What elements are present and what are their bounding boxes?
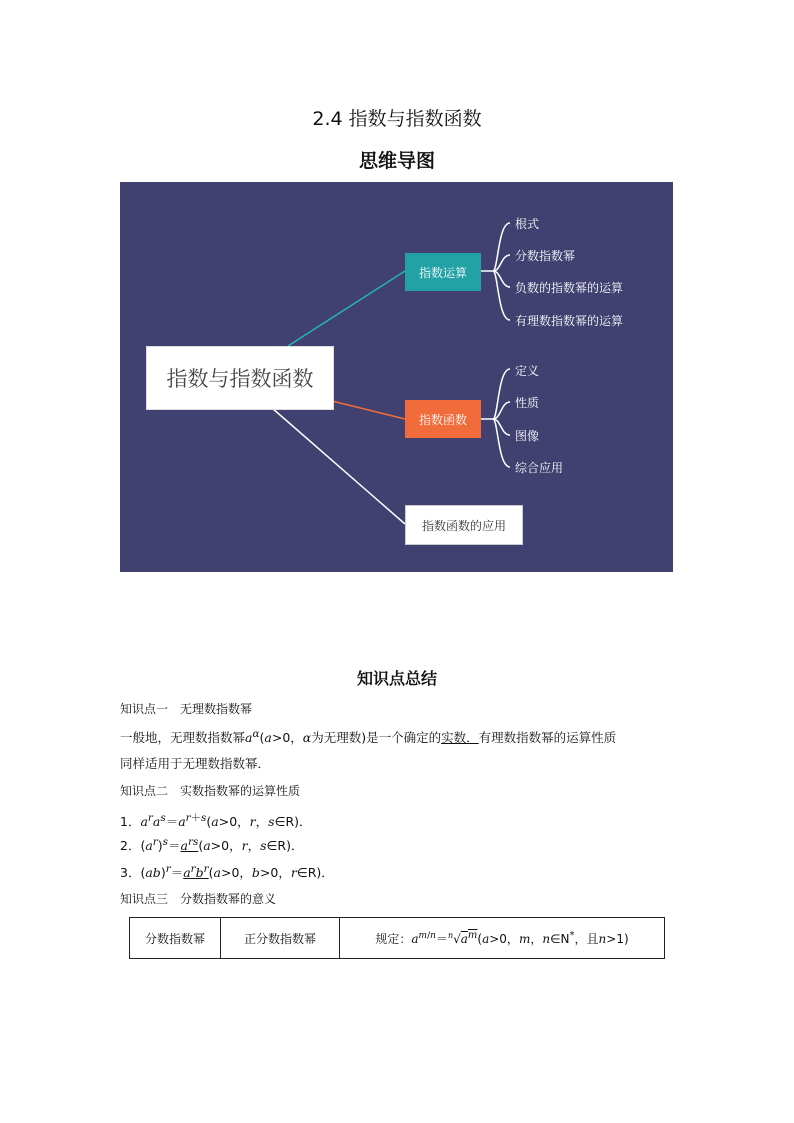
leaf-graph: 图像 <box>515 429 540 443</box>
central-topic: 指数与指数函数 <box>146 346 334 410</box>
document-title: 2.4 指数与指数函数 <box>312 108 482 130</box>
leaf-properties: 性质 <box>515 396 540 410</box>
table-cell-rule: 规定：$a^{m/n}=^n√a^m(a>0$，m，n∈N*，且n>1) <box>340 918 665 959</box>
leaf-radical: 根式 <box>515 217 540 231</box>
leaf-negative-power: 负数的指数幂的运算 <box>515 281 624 295</box>
fractional-power-table <box>129 917 665 959</box>
leaf-rational-power: 有理数指数幂的运算 <box>515 314 624 328</box>
table-cell-positive-fractional-power: 正分数指数幂 <box>221 918 340 959</box>
branch-exponent-operations: 指数运算 <box>405 253 481 291</box>
kp1-paragraph: 一般地，无理数指数幂$a^\alpha(a>0$，α为无理数)是一个确定的实数．有理数指数幂的运算性质 <box>120 728 617 746</box>
rule-2: 2．$(a^r)^s=a^{rs}(a>0$，r，s∈R)． <box>120 836 304 854</box>
branch-function-applications: 指数函数的应用 <box>405 505 523 545</box>
leaf-definition: 定义 <box>515 364 540 378</box>
mindmap-heading: 思维导图 <box>358 150 435 172</box>
leaf-fractional-power: 分数指数幂 <box>515 249 576 263</box>
kp1-title: 知识点一 无理数指数幂 <box>120 702 253 716</box>
table-cell-fractional-power: 分数指数幂 <box>130 918 221 959</box>
kp1-paragraph-2: 同样适用于无理数指数幂． <box>120 756 271 771</box>
kp3-title: 知识点三 分数指数幂的意义 <box>120 892 277 906</box>
kp2-title: 知识点二 实数指数幂的运算性质 <box>120 784 301 798</box>
rule-3: 3．$(ab)^r=a^rb^r(a>0$，b>0，r∈R)． <box>120 863 334 881</box>
mindmap-diagram <box>120 182 673 572</box>
branch-exponential-function: 指数函数 <box>405 400 481 438</box>
summary-heading: 知识点总结 <box>356 669 437 688</box>
rule-1: 1．$a^ra^s=a^{r+s}(a>0$，r，s∈R)． <box>120 812 312 830</box>
leaf-application: 综合应用 <box>515 461 564 475</box>
